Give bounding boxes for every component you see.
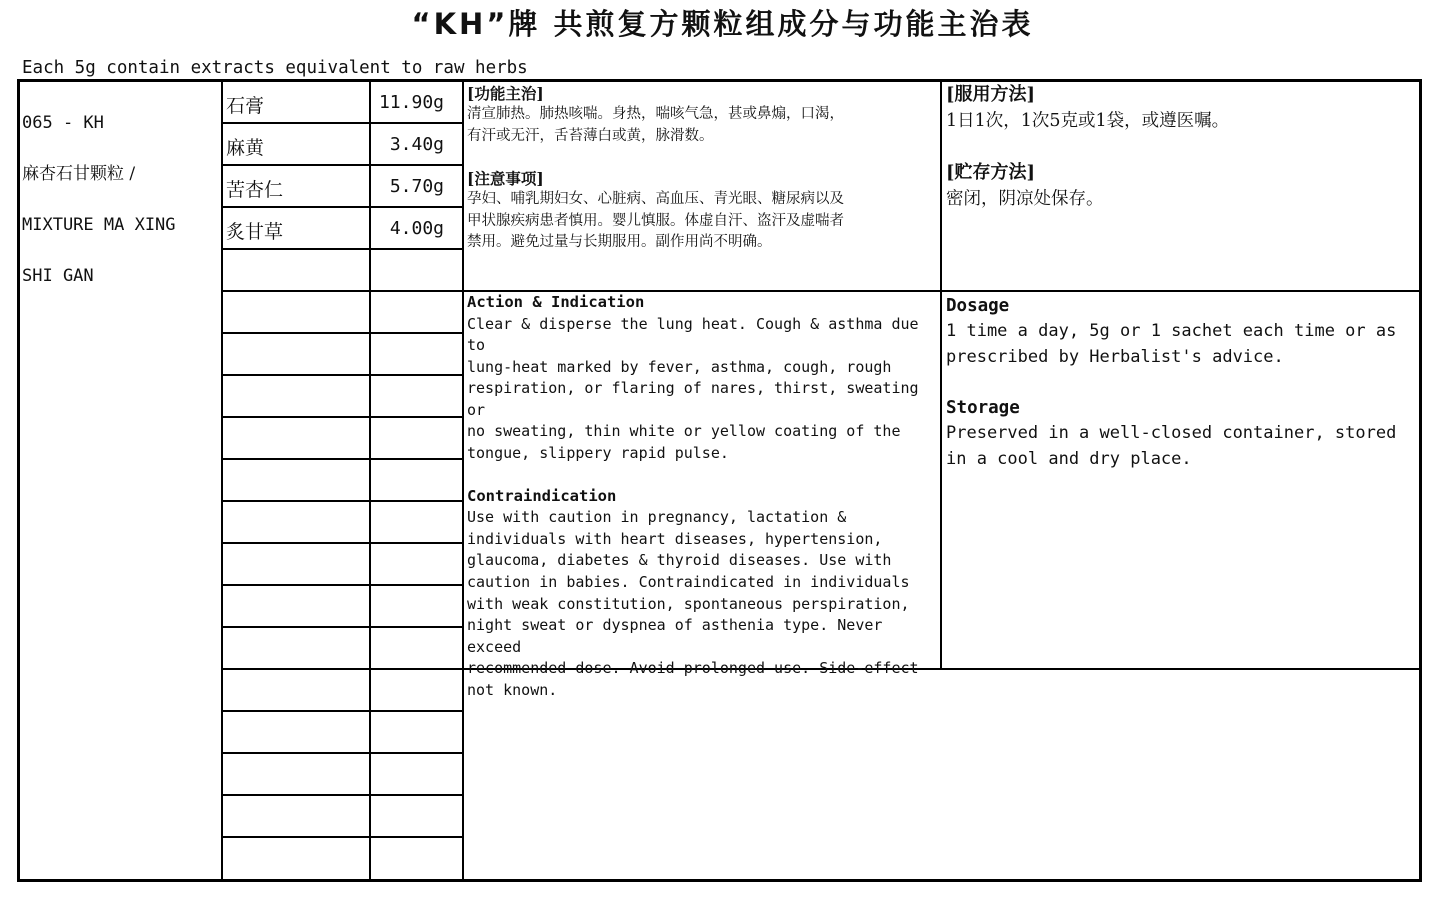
- row-rule: [223, 710, 462, 712]
- cn-action-panel: [467, 83, 939, 254]
- herb-name: 苦杏仁: [226, 179, 284, 201]
- row-rule: [223, 248, 462, 250]
- subtitle: Each 5g contain extracts equivalent to raw herbs: [22, 58, 528, 78]
- herb-name: 石膏: [226, 95, 265, 117]
- row-rule: [223, 794, 462, 796]
- cn-action-line: 清宣肺热。肺热咳喘。身热，喘咳气急，甚或鼻煽，口渴，: [467, 106, 844, 122]
- en-action-line: Clear & disperse the lung heat. Cough & asthma due to: [467, 314, 919, 355]
- product-code: 065 - KH: [22, 112, 104, 133]
- cn-caution-line: 禁用。避免过量与长期服用。副作用尚不明确。: [467, 234, 772, 250]
- en-action-panel: [467, 292, 939, 702]
- cn-storage-heading: [贮存方法]: [946, 162, 1036, 183]
- column-rule: [369, 82, 371, 879]
- row-rule: [223, 206, 462, 208]
- herb-amount: 3.40g: [389, 134, 444, 155]
- en-contra-heading: Contraindication: [467, 486, 617, 505]
- row-rule: [223, 542, 462, 544]
- product-name-cn: 麻杏石甘颗粒 /: [22, 163, 136, 184]
- column-rule: [462, 82, 464, 879]
- row-rule: [223, 164, 462, 166]
- row-rule: [223, 374, 462, 376]
- cn-dosage-text: 1日1次，1次5克或1袋，或遵医嘱。: [946, 111, 1230, 131]
- en-contra-line: not known.: [467, 680, 558, 699]
- product-name-en: SHI GAN: [22, 265, 94, 286]
- row-rule: [223, 836, 462, 838]
- en-contra-line: individuals with heart diseases, hypertension,: [467, 529, 883, 548]
- cn-caution-line: 甲状腺疾病患者慎用。婴儿慎服。体虚自汗、盗汗及虚喘者: [467, 212, 844, 229]
- en-storage-heading: Storage: [946, 398, 1020, 418]
- herb-amount: 4.00g: [389, 218, 444, 239]
- en-contra-line: glaucoma, diabetes & thyroid diseases. Use with: [467, 551, 892, 570]
- row-rule: [223, 122, 462, 124]
- cn-storage-text: 密闭，阴凉处保存。: [946, 189, 1104, 209]
- en-dosage-line: prescribed by Herbalist's advice.: [946, 346, 1284, 367]
- en-storage-line: in a cool and dry place.: [946, 448, 1192, 469]
- row-rule: [223, 752, 462, 754]
- product-name-en: MIXTURE MA XING: [22, 214, 176, 235]
- en-contra-line: night sweat or dyspnea of asthenia type. Never exceed: [467, 616, 883, 656]
- column-rule: [221, 82, 223, 879]
- herb-amount: 11.90g: [378, 92, 444, 113]
- en-storage-line: Preserved in a well-closed container, stored: [946, 423, 1397, 443]
- en-dosage-heading: Dosage: [946, 296, 1010, 316]
- product-cell: [22, 85, 217, 315]
- row-rule: [223, 500, 462, 502]
- en-contra-line: with weak constitution, spontaneous perspiration,: [467, 594, 910, 613]
- column-rule: [940, 82, 942, 669]
- cn-caution-line: 孕妇、哺乳期妇女、心脏病、高血压、青光眼、糖尿病以及: [467, 191, 844, 207]
- herb-name: 麻黄: [226, 137, 265, 159]
- en-contra-line: caution in babies. Contraindicated in individuals: [467, 572, 910, 591]
- cn-caution-heading: [注意事项]: [467, 169, 544, 188]
- row-rule: [223, 584, 462, 586]
- en-action-line: respiration, or flaring of nares, thirst, sweating or: [467, 379, 919, 419]
- row-rule: [223, 416, 462, 418]
- page-title: “KH”牌 共煎复方颗粒组成分与功能主治表: [411, 7, 1034, 41]
- herb-name: 炙甘草: [226, 221, 284, 243]
- row-rule: [223, 458, 462, 460]
- en-action-heading: Action & Indication: [467, 293, 645, 311]
- en-action-line: tongue, slippery rapid pulse.: [467, 444, 729, 463]
- herb-amount: 5.70g: [389, 176, 444, 197]
- cn-dosage-panel: [946, 82, 1416, 212]
- cn-action-heading: [功能主治]: [467, 84, 544, 103]
- en-contra-line: recommended dose. Avoid prolonged use. Side-effect: [467, 659, 919, 678]
- row-rule: [223, 332, 462, 334]
- cn-action-line: 有汗或无汗，舌苔薄白或黄，脉滑数。: [467, 127, 714, 144]
- row-rule: [223, 626, 462, 628]
- en-action-line: no sweating, thin white or yellow coating of the: [467, 422, 901, 441]
- cn-dosage-heading: [服用方法]: [946, 84, 1036, 105]
- en-contra-line: Use with caution in pregnancy, lactation &: [467, 508, 847, 527]
- en-dosage-line: 1 time a day, 5g or 1 sachet each time or as: [946, 321, 1397, 341]
- en-dosage-panel: [946, 294, 1416, 472]
- en-action-line: lung-heat marked by fever, asthma, cough, rough: [467, 357, 892, 376]
